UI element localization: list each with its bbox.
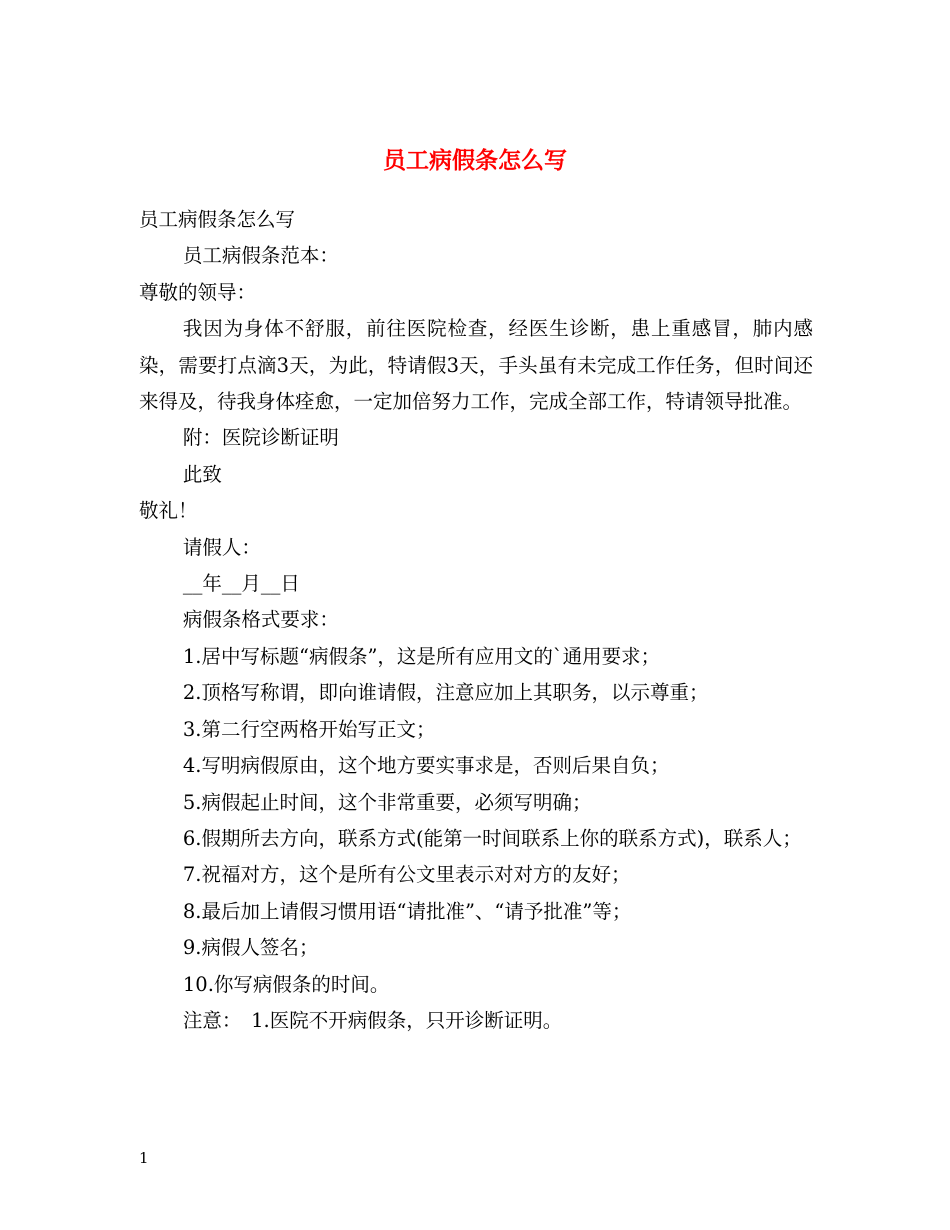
paragraph: 8.最后加上请假习惯用语“请批准”、“请予批准”等；: [182, 899, 632, 923]
paragraph: 3.第二行空两格开始写正文；: [182, 717, 436, 741]
paragraph: 4.写明病假原由，这个地方要实事求是，否则后果自负；: [182, 754, 670, 778]
document-body: [139, 202, 813, 1039]
paragraph: 1.居中写标题“病假条”，这是所有应用文的`通用要求；: [182, 644, 661, 668]
paragraph: 我因为身体不舒服，前往医院检查，经医生诊断，患上重感冒，肺内感染，需要打点滴3天，为此，特请假3天，手头虽有未完成工作任务，但时间还来得及，待我身体痊愈，一定加倍努力工作，完成全部工作，特请领导批准。: [139, 317, 813, 414]
document-title: 员工病假条怎么写: [383, 147, 567, 175]
paragraph: 尊敬的领导：: [139, 280, 257, 304]
paragraph: 10.你写病假条的时间。: [182, 972, 390, 996]
paragraph: 7.祝福对方，这个是所有公文里表示对对方的友好；: [182, 863, 631, 887]
paragraph: 9.病假人签名；: [182, 936, 319, 960]
paragraph: 敬礼！: [139, 499, 198, 523]
paragraph: 此致: [182, 462, 222, 486]
paragraph: 员工病假条怎么写: [139, 208, 296, 231]
paragraph: __年__月__日: [182, 572, 300, 596]
paragraph: 病假条格式要求：: [182, 608, 339, 632]
paragraph: 2.顶格写称谓，即向谁请假，注意应加上其职务，以示尊重；: [182, 681, 709, 705]
paragraph: 注意： 1.医院不开病假条，只开诊断证明。: [182, 1008, 563, 1032]
paragraph: 请假人：: [182, 535, 261, 559]
paragraph: 5.病假起止时间，这个非常重要，必须写明确；: [182, 790, 592, 814]
paragraph: 6.假期所去方向，联系方式(能第一时间联系上你的联系方式)，联系人；: [182, 826, 802, 850]
paragraph: 员工病假条范本：: [182, 244, 339, 268]
paragraph: 附：医院诊断证明: [182, 426, 339, 450]
page-number: 1: [139, 1149, 149, 1167]
